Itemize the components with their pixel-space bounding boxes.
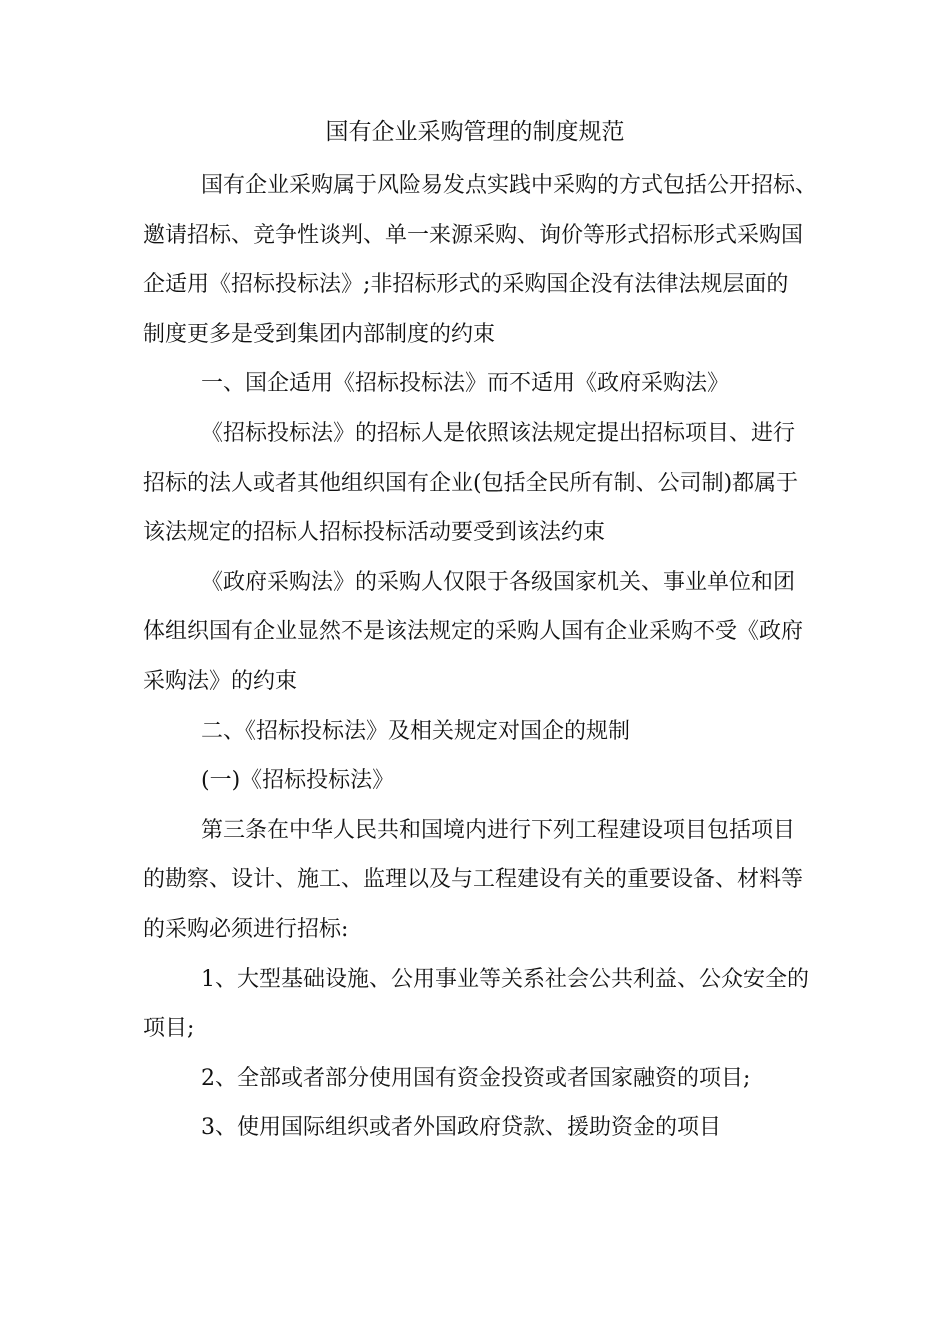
paragraph-line: 《政府采购法》的采购人仅限于各级国家机关、事业单位和团 [201, 570, 796, 595]
section-heading: 二、《招标投标法》及相关规定对国企的规制 [201, 719, 631, 744]
paragraph-line: 采购法》的约束 [143, 669, 298, 694]
document-title: 国有企业采购管理的制度规范 [325, 119, 625, 145]
paragraph-line: 邀请招标、竞争性谈判、单一来源采购、询价等形式招标形式采购国 [143, 223, 804, 248]
paragraph-line: 的采购必须进行招标: [143, 917, 349, 942]
section-heading: 一、国企适用《招标投标法》而不适用《政府采购法》 [201, 371, 730, 396]
paragraph-line: 企适用《招标投标法》;非招标形式的采购国企没有法律法规层面的 [143, 272, 789, 297]
paragraph-line: 第三条在中华人民共和国境内进行下列工程建设项目包括项目 [201, 818, 796, 843]
paragraph-line: 制度更多是受到集团内部制度的约束 [143, 322, 496, 347]
paragraph-line: 《招标投标法》的招标人是依照该法规定提出招标项目、进行 [201, 421, 796, 446]
paragraph-line: 该法规定的招标人招标投标活动要受到该法约束 [143, 520, 606, 545]
subsection-heading: (一)《招标投标法》 [201, 768, 395, 793]
paragraph-line: 的勘察、设计、施工、监理以及与工程建设有关的重要设备、材料等 [143, 867, 804, 892]
paragraph-line: 招标的法人或者其他组织国有企业(包括全民所有制、公司制)都属于 [143, 471, 799, 496]
list-item-line: 1、大型基础设施、公用事业等关系社会公共利益、公众安全的 [201, 967, 809, 992]
paragraph-line: 国有企业采购属于风险易发点实践中采购的方式包括公开招标、 [201, 173, 818, 198]
paragraph-line: 体组织国有企业显然不是该法规定的采购人国有企业采购不受《政府 [143, 619, 804, 644]
list-item-line: 项目; [143, 1016, 195, 1041]
list-item-line: 2、全部或者部分使用国有资金投资或者国家融资的项目; [201, 1066, 751, 1091]
list-item-line: 3、使用国际组织或者外国政府贷款、援助资金的项目 [201, 1115, 721, 1140]
